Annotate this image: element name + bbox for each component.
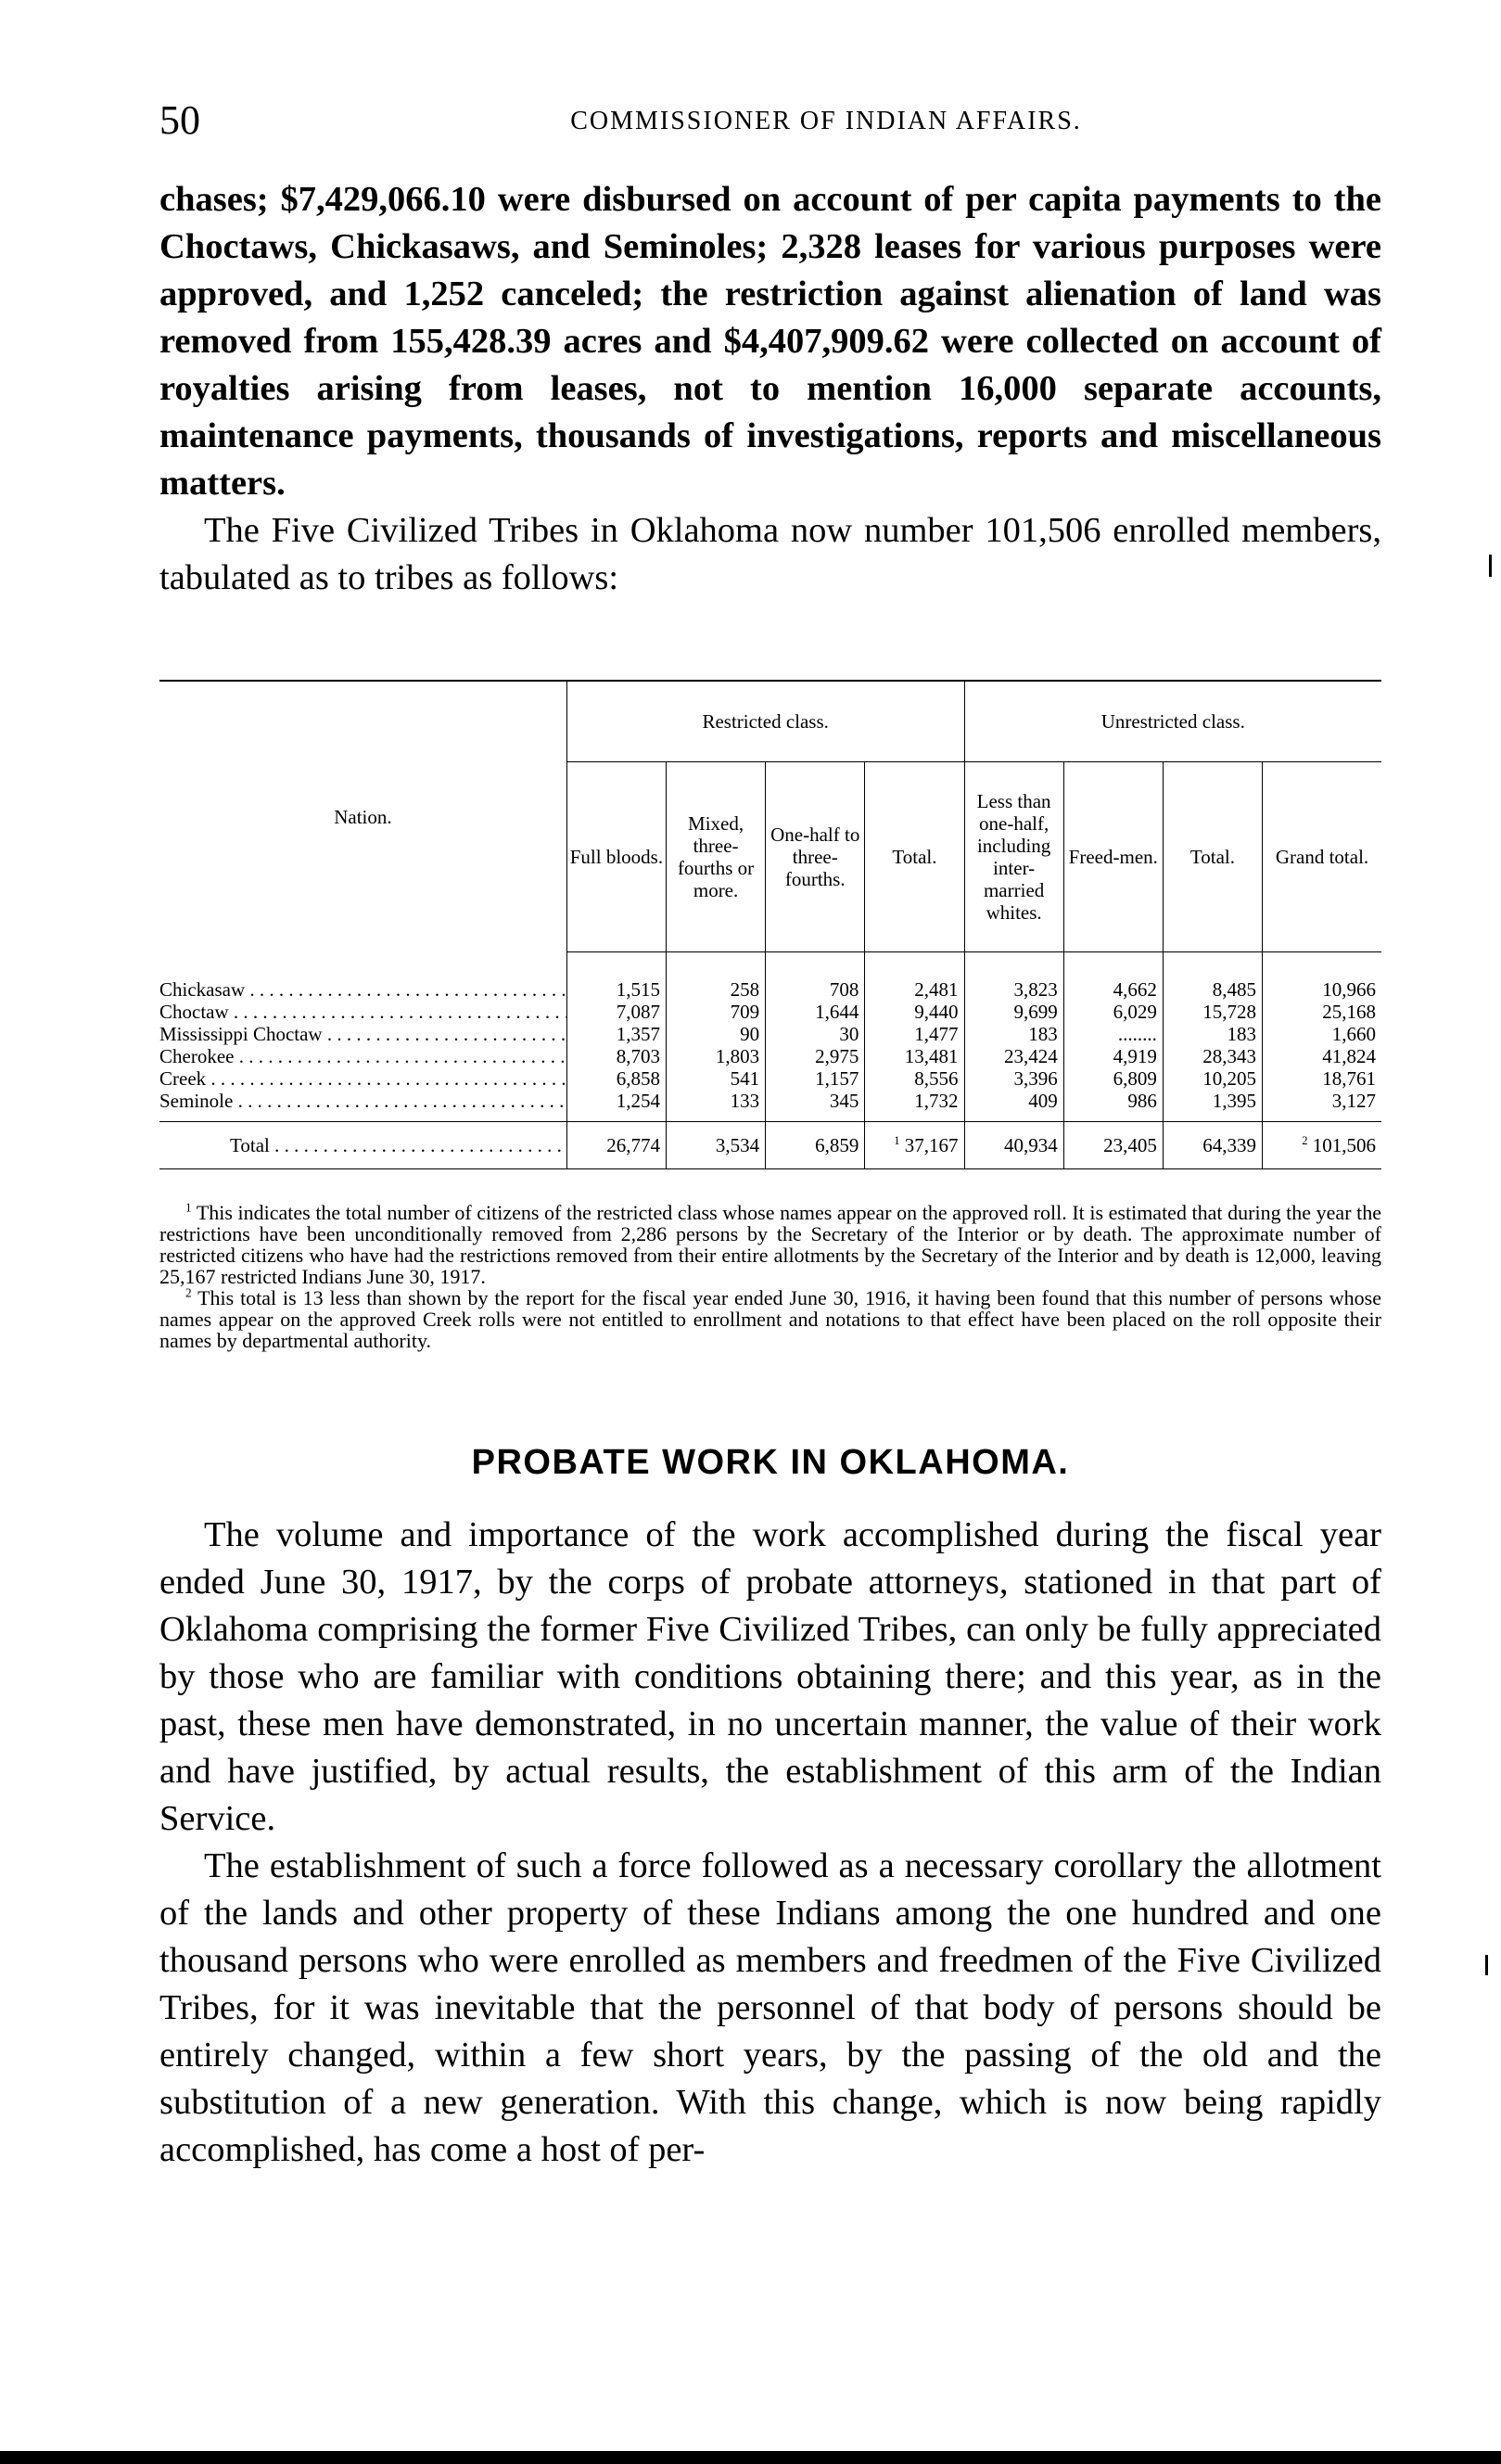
header-mixed: Mixed, three-fourths or more. [666, 762, 765, 952]
header-less-than-half: Less than one-half, including inter-married whites. [964, 762, 1063, 952]
nation-name: Chickasaw . . . [159, 978, 566, 1001]
cell-less: 23,424 [964, 1045, 1063, 1067]
footnote-marker: 2 [1302, 1134, 1308, 1147]
table-row [159, 1090, 1381, 1122]
cell-full: 8,703 [566, 1045, 666, 1067]
cell-grand: 41,824 [1263, 1045, 1381, 1067]
table-row [159, 1001, 1381, 1023]
section-heading: PROBATE WORK IN OKLAHOMA. [471, 1443, 1070, 1482]
cell-half: 1,157 [766, 1067, 865, 1090]
page-number: 50 [159, 97, 200, 143]
cell-total2: 10,205 [1163, 1067, 1262, 1090]
cell-total: 1,732 [865, 1090, 964, 1122]
intro-paragraph-2: The Five Civilized Tribes in Oklahoma now number 101,506 enrolled members, tabulated as to tribes as follows: [159, 511, 1381, 597]
cell-freed: 986 [1063, 1090, 1163, 1122]
header-nation: Nation. [159, 681, 566, 952]
cell-less: 3,396 [964, 1067, 1063, 1090]
cell-mixed: 541 [666, 1067, 765, 1090]
cell-half: 2,975 [766, 1045, 865, 1067]
cell-less: 183 [964, 1023, 1063, 1045]
table-total-row [159, 1122, 1381, 1169]
cell-freed: 4,919 [1063, 1045, 1163, 1067]
cell-full: 1,515 [566, 978, 666, 1001]
header-unrestricted-class: Unrestricted class. [964, 681, 1381, 762]
table-row [159, 1045, 1381, 1067]
footnote-marker: 1 [894, 1134, 900, 1147]
header-restricted-class: Restricted class. [566, 681, 964, 762]
table-row [159, 1067, 1381, 1090]
margin-mark [1489, 555, 1492, 577]
cell-total: 8,556 [865, 1067, 964, 1090]
footnote-1 [159, 1202, 1381, 1287]
cell-total2: 28,343 [1163, 1045, 1262, 1067]
total-freed: 23,405 [1063, 1122, 1163, 1169]
footnote-2 [159, 1287, 1381, 1351]
header-freedmen: Freed-men. [1063, 762, 1163, 952]
total-half: 6,859 [766, 1122, 865, 1169]
cell-mixed: 90 [666, 1023, 765, 1045]
cell-grand: 18,761 [1263, 1067, 1381, 1090]
nation-name: Creek . . . [159, 1067, 566, 1090]
cell-half: 708 [766, 978, 865, 1001]
running-head-title: COMMISSIONER OF INDIAN AFFAIRS. [570, 107, 1082, 135]
cell-less: 9,699 [964, 1001, 1063, 1023]
total-label: Total . . . [230, 1134, 566, 1156]
probate-paragraph-1: The volume and importance of the work accomplished during the fiscal year ended June 30, 1917, by the corps of probate attorneys, stationed in that part of Oklahoma comprising the former Five Civilized Tribes, can only be fully appreciated by those who are familiar with conditions obtaining there; and this year, as in the past, these men have demonstrated, in no uncertain manner, the value of their work and have justified, by actual results, the establishment of this arm of the Indian Service. [159, 1515, 1381, 1838]
nation-name: Cherokee . . . [159, 1045, 566, 1067]
cell-total: 2,481 [865, 978, 964, 1001]
header-full-bloods: Full bloods. [566, 762, 666, 952]
nation-name: Choctaw . . . [159, 1001, 566, 1023]
cell-grand: 10,966 [1263, 978, 1381, 1001]
footnote-2-mark: 2 [185, 1285, 192, 1300]
cell-total2: 8,485 [1163, 978, 1262, 1001]
total-less: 40,934 [964, 1122, 1063, 1169]
cell-total2: 15,728 [1163, 1001, 1262, 1023]
nation-name: Seminole . . . [159, 1090, 566, 1112]
table-spacer [159, 952, 1381, 979]
total-full: 26,774 [566, 1122, 666, 1169]
intro-text [159, 176, 1381, 602]
cell-full: 1,357 [566, 1023, 666, 1045]
enrollment-table [159, 680, 1381, 1169]
total-grand-value: 101,506 [1312, 1134, 1376, 1156]
cell-freed: ........ [1063, 1023, 1163, 1045]
total-grand [1263, 1122, 1381, 1169]
cell-freed: 4,662 [1063, 978, 1163, 1001]
cell-total2: 1,395 [1163, 1090, 1262, 1122]
footnote-2-text: This total is 13 less than shown by the report for the fiscal year ended June 30, 1916, it having been found that this number of persons whose names appear on the approved Creek rolls were not entitled to enrollment and notations to that effect have been placed on the roll opposite their names by departmental authority. [159, 1286, 1381, 1352]
cell-total: 1,477 [865, 1023, 964, 1045]
total-restricted-value: 37,167 [904, 1134, 959, 1156]
header-unrestricted-total: Total. [1163, 762, 1262, 952]
total-mixed: 3,534 [666, 1122, 765, 1169]
cell-grand: 3,127 [1263, 1090, 1381, 1122]
footnotes [159, 1202, 1381, 1351]
footnote-1-text: This indicates the total number of citizens of the restricted class whose names appear on the approved roll. It is estimated that during the year the restrictions have been unconditionally removed from 2,286 persons by the Secretary of the Interior or by death. The approximate number of restricted citizens who have had the restrictions removed from their entire allotments by the Secretary of the Interior and by death is 12,000, leaving 25,167 restricted Indians June 30, 1917. [159, 1201, 1382, 1288]
cell-less: 3,823 [964, 978, 1063, 1001]
intro-paragraph-1: chases; $7,429,066.10 were disbursed on account of per capita payments to the Choctaws, Chickasaws, and Seminoles; 2,328 leases for various purposes were approved, and 1,252 canceled; the restriction against alienation of land was removed from 155,428.39 acres and $4,407,909.62 were collected on account of royalties arising from leases, not to mention 16,000 separate accounts, maintenance payments, thousands of investigations, reports and miscellaneous matters. [159, 180, 1381, 503]
table-row [159, 1023, 1381, 1045]
total-restricted [865, 1122, 964, 1169]
cell-freed: 6,029 [1063, 1001, 1163, 1023]
footnote-1-mark: 1 [185, 1200, 192, 1215]
cell-mixed: 1,803 [666, 1045, 765, 1067]
header-one-half: One-half to three-fourths. [766, 762, 865, 952]
cell-total2: 183 [1163, 1023, 1262, 1045]
header-restricted-total: Total. [865, 762, 964, 952]
cell-mixed: 258 [666, 978, 765, 1001]
probate-text [159, 1512, 1381, 2174]
cell-total: 13,481 [865, 1045, 964, 1067]
cell-grand: 25,168 [1263, 1001, 1381, 1023]
cell-grand: 1,660 [1263, 1023, 1381, 1045]
nation-name: Mississippi Choctaw . . . [159, 1023, 566, 1045]
total-unrestricted: 64,339 [1163, 1122, 1262, 1169]
cell-half: 30 [766, 1023, 865, 1045]
cell-full: 6,858 [566, 1067, 666, 1090]
probate-paragraph-2: The establishment of such a force followed as a necessary corollary the allotment of the lands and other property of these Indians among the one hundred and one thousand persons who were enrolled as members and freedmen of the Five Civilized Tribes, for it was inevitable that the personnel of that body of persons should be entirely changed, within a few short years, by the passing of the old and the substitution of a new generation. With this change, which is now being rapidly accomplished, has come a host of per- [159, 1846, 1381, 2169]
cell-mixed: 709 [666, 1001, 765, 1023]
cell-less: 409 [964, 1090, 1063, 1122]
running-head [159, 93, 1381, 148]
cell-half: 345 [766, 1090, 865, 1122]
header-grand-total: Grand total. [1263, 762, 1381, 952]
cell-mixed: 133 [666, 1090, 765, 1122]
cell-total: 9,440 [865, 1001, 964, 1023]
margin-mark [1485, 1955, 1488, 1975]
cell-full: 7,087 [566, 1001, 666, 1023]
cell-full: 1,254 [566, 1090, 666, 1122]
page-edge [0, 2451, 1501, 2464]
cell-freed: 6,809 [1063, 1067, 1163, 1090]
table-row [159, 978, 1381, 1001]
cell-half: 1,644 [766, 1001, 865, 1023]
